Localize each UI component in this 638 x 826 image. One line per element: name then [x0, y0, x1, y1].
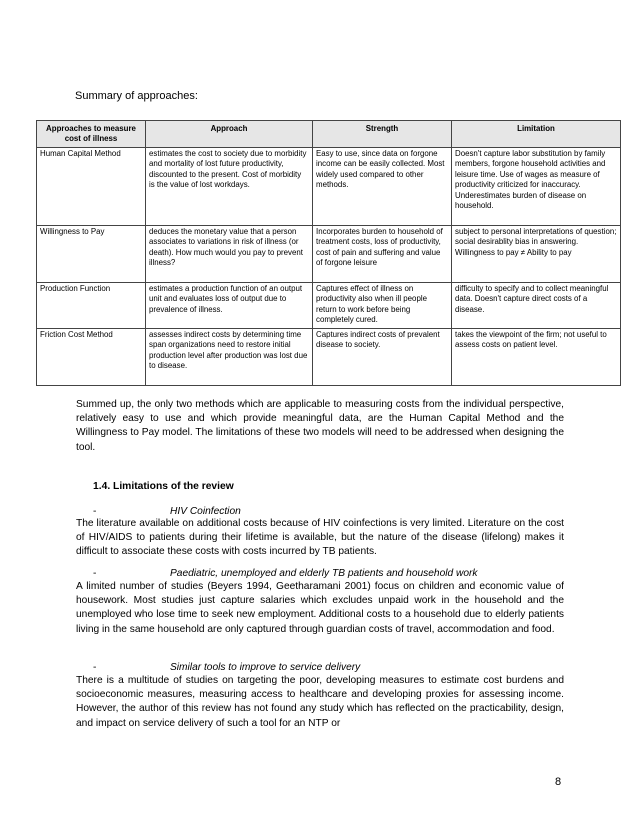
table-cell: deduces the monetary value that a person associates to variations in risk of illness (or death). How much would you pay to prevent illness? [146, 226, 313, 283]
table-row [37, 283, 621, 329]
page-number: 8 [555, 776, 562, 788]
header-strength: Strength [313, 121, 452, 148]
similar-tools-paragraph: There is a multitude of studies on targeting the poor, developing measures to estimate cost burdens and socioeconomic measures, measuring access to healthcare and developing proxies for assessing income. However, the author of this review has not found any study which has reflected on the practicability, design, and impact on service delivery of such a tool for an NTP or [76, 675, 564, 729]
table-cell: Friction Cost Method [37, 329, 146, 386]
table-cell: Willingness to Pay [37, 226, 146, 283]
table-row [37, 226, 621, 283]
table-cell: Captures effect of illness on productivity also when ill people return to work before being completely cured. [313, 283, 452, 329]
table-cell: estimates the cost to society due to morbidity and mortality of lost future productivity, discounted to the present. Cost of morbidity is the value of lost workdays. [146, 148, 313, 226]
table-row [37, 148, 621, 226]
table-cell: Captures indirect costs of prevalent disease to society. [313, 329, 452, 386]
bullet-dash: - [93, 506, 97, 517]
approaches-table [36, 120, 621, 386]
table-cell: takes the viewpoint of the firm; not useful to assess costs on patient level. [452, 329, 621, 386]
table-cell: Incorporates burden to household of treatment costs, loss of productivity, cost of pain and suffering and value of forgone leisure [313, 226, 452, 283]
bullet-title: Similar tools to improve to service delivery [170, 662, 361, 673]
table-cell: Doesn't capture labor substitution by family members, forgone household activities and leisure time. Use of wages as measure of productivity criticized for inaccuracy. Underestimates burden of disease on household. [452, 148, 621, 226]
table-header-row [37, 121, 621, 148]
table-cell: estimates a production function of an output unit and evaluates loss of output due to prevalence of illness. [146, 283, 313, 329]
table-cell: Production Function [37, 283, 146, 329]
summary-paragraph: Summed up, the only two methods which are applicable to measuring costs from the individual perspective, relatively easy to use and which provide meaningful data, are the Human Capital Method and the Willingness to Pay model. The limitations of these two models will need to be addressed when designing the tool. [76, 399, 564, 453]
bullet-dash: - [93, 662, 97, 673]
table-cell: subject to personal interpretations of question; social desirablity bias in answering. Willingness to pay ≠ Ability to pay [452, 226, 621, 283]
header-limitation: Limitation [452, 121, 621, 148]
table-cell: Easy to use, since data on forgone income can be easily collected. Most widely used compared to other methods. [313, 148, 452, 226]
header-approaches: Approaches to measure cost of illness [37, 121, 146, 148]
bullet-dash: - [93, 568, 97, 579]
summary-heading: Summary of approaches: [75, 90, 198, 102]
table-cell: Human Capital Method [37, 148, 146, 226]
header-approach: Approach [146, 121, 313, 148]
paediatric-paragraph: A limited number of studies (Beyers 1994, Geetharamani 2001) focus on children and economic value of housework. Most studies just capture salaries which excludes unpaid work in the household and the unemployed who lose time to seek new employment. Additional costs to a household due to elderly patients living in the same household are only captured through guardian costs of travel, accommodation and food. [76, 581, 564, 635]
hiv-paragraph: The literature available on additional costs because of HIV coinfections is very limited. Literature on the cost of HIV/AIDS to patients during their lifetime is available, but the nature of the disease (lifelong) makes it difficult to associate these costs with costs incurred by TB patients. [76, 518, 564, 558]
table-cell: assesses indirect costs by determining time span organizations need to restore initial production level after production was lost due to disease. [146, 329, 313, 386]
table-cell: difficulty to specify and to collect meaningful data. Doesn't capture direct costs of a disease. [452, 283, 621, 329]
bullet-title: Paediatric, unemployed and elderly TB patients and household work [170, 568, 478, 579]
section-heading: 1.4. Limitations of the review [93, 481, 234, 492]
table-row [37, 329, 621, 386]
bullet-title: HIV Coinfection [170, 506, 241, 517]
